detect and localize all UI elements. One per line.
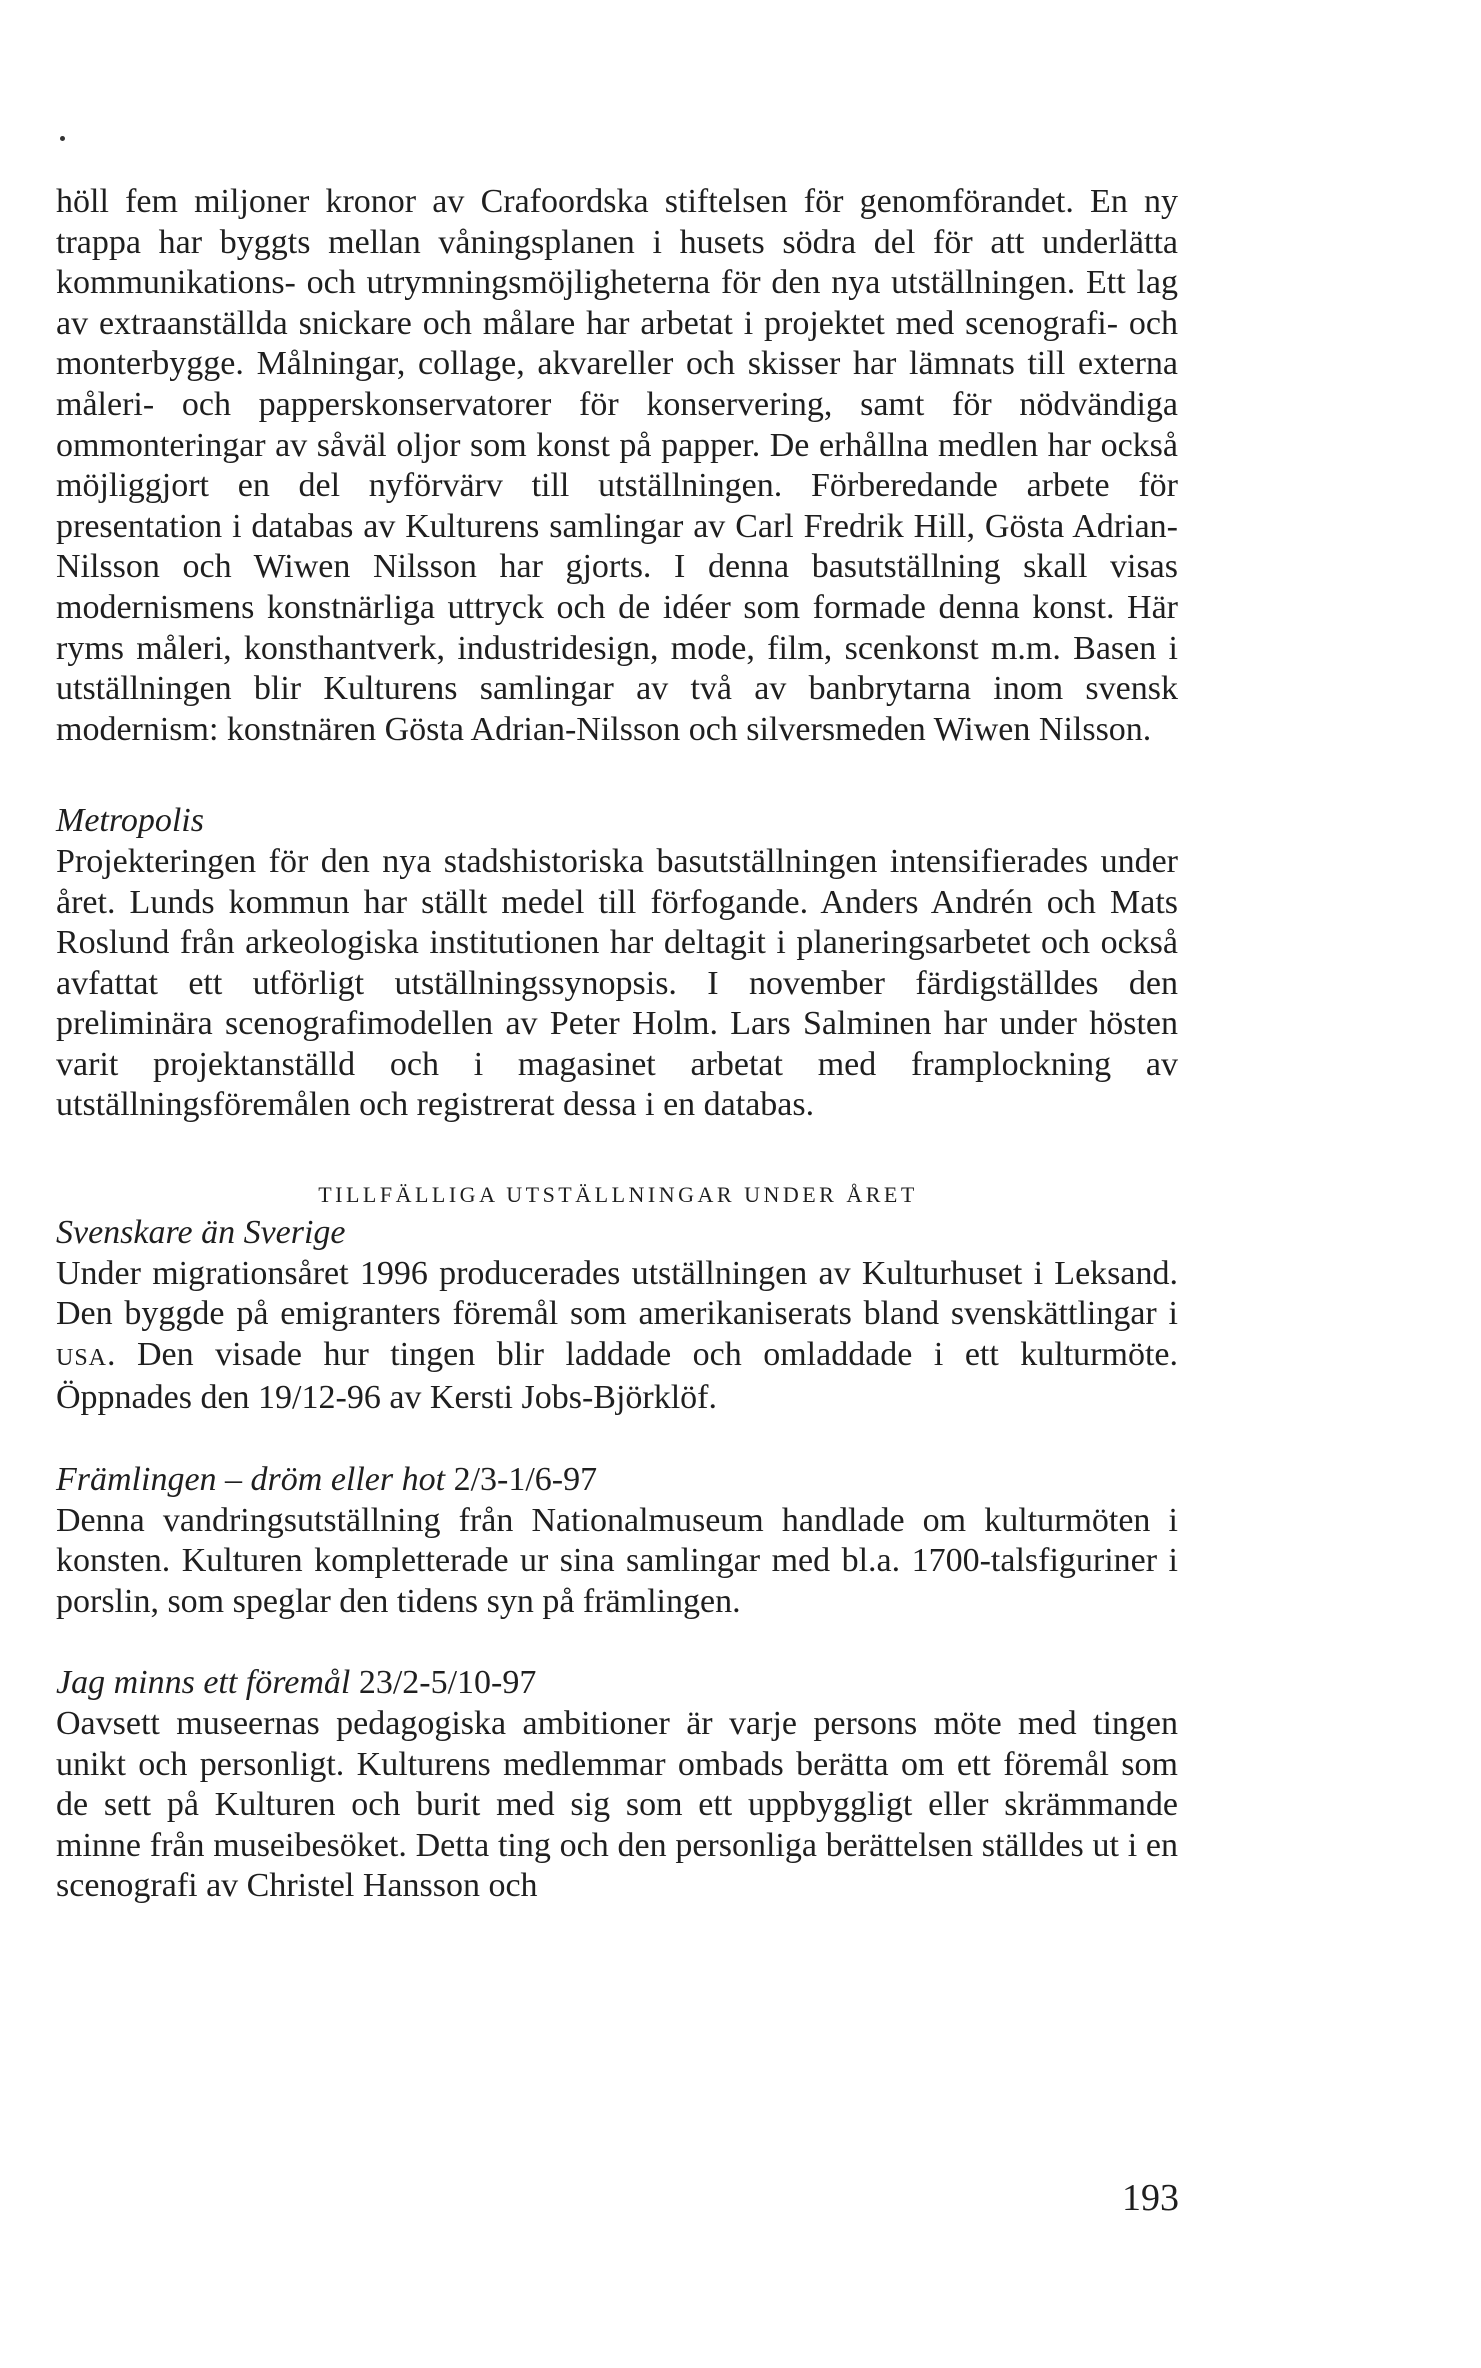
temporary-exhibitions-heading: TILLFÄLLIGA UTSTÄLLNINGAR UNDER ÅRET [318,1182,918,1208]
svenskare-body-end: . Den visade hur tingen blir laddade och omladdade i ett kulturmöte. Öppnades den 19/12-96 av Kersti Jobs-Björklöf. [56,1335,1178,1417]
intro-paragraph: höll fem miljoner kronor av Crafoordska stiftelsen för genomförandet. En ny trappa har byggts mellan våningsplanen i husets södra del för att underlätta kommunikations- och utrymningsmöjligheterna för den nya utställningen. Ett lag av extraanställda snickare och målare har arbetat i projektet med scenografi- och monterbygge. Målningar, collage, akvareller och skisser har lämnats till externa måleri- och papperskonservatorer för konservering, samt för nödvändiga ommonteringar av såväl oljor som konst på papper. De erhållna medlen har också möjliggjort en del nyförvärv till utställningen. Förberedande arbete för presentation i databas av Kulturens samlingar av Carl Fredrik Hill, Gösta Adrian-Nilsson och Wiwen Nilsson har gjorts. I denna basutställning skall visas modernismens konstnärliga uttryck och de idéer som formade denna konst. Här ryms måleri, konsthantverk, industridesign, mode, film, scenkonst m.m. Basen i utställningen blir Kulturens samlingar av två av banbrytarna inom svensk modernism: konstnären Gösta Adrian-Nilsson och silversmeden Wiwen Nilsson. [56,183,1178,748]
svenskare-heading: Svenskare än Sverige [56,1214,346,1252]
text-column [56,182,1178,1907]
jag-minns-body: Oavsett museernas pedagogiska ambitioner är varje persons möte med tingen unikt och personligt. Kulturens medlemmar ombads berätta om ett föremål som de sett på Kulturen och burit med sig som ett uppbyggligt eller skrämmande minne från museibesöket. Detta ting och den personliga berättelsen ställdes ut i en scenografi av Christel Hansson och [56,1705,1178,1905]
spacer [56,1622,1178,1663]
usa-abbreviation: USA [56,1344,108,1371]
svenskare-body-start: Under migrationsåret 1996 producerades utställningen av Kulturhuset i Leksand. Den byggde på emigranters föremål som amerikaniserats bland svenskättlingar i [56,1254,1178,1333]
spacer [56,1126,1178,1177]
metropolis-body: Projekteringen för den nya stadshistoriska basutställningen intensifierades under året. Lunds kommun har ställt medel till förfogande. Anders Andrén och Mats Roslund från arkeologiska institutionen har deltagit i planeringsarbetet och också avfattat ett utförligt utställningssynopsis. I november färdigställdes den preliminära scenografimodellen av Peter Holm. Lars Salminen har under hösten varit projektanställd och i magasinet arbetat med framplockning av utställningsföremålen och registrerat dessa i en databas. [56,842,1178,1124]
metropolis-heading: Metropolis [56,802,204,840]
jag-minns-heading: Jag minns ett föremål [56,1664,351,1702]
framlingen-body: Denna vandringsutställning från Nationalmuseum handlade om kulturmöten i konsten. Kulturen kompletterade ur sina samlingar med bl.a. 1700-talsfiguriner i porslin, som speglar den tidens syn på främlingen. [56,1501,1178,1620]
spacer [56,1419,1178,1460]
framlingen-heading: Främlingen – dröm eller hot [56,1461,446,1499]
framlingen-heading-line [56,1460,1178,1501]
ink-speck [60,136,65,141]
jag-minns-dates: 23/2-5/10-97 [358,1664,537,1702]
svenskare-body [56,1254,1178,1419]
jag-minns-heading-line [56,1663,1178,1704]
page-number: 193 [1122,2177,1179,2219]
spacer [56,750,1178,801]
framlingen-dates: 2/3-1/6-97 [453,1461,598,1499]
